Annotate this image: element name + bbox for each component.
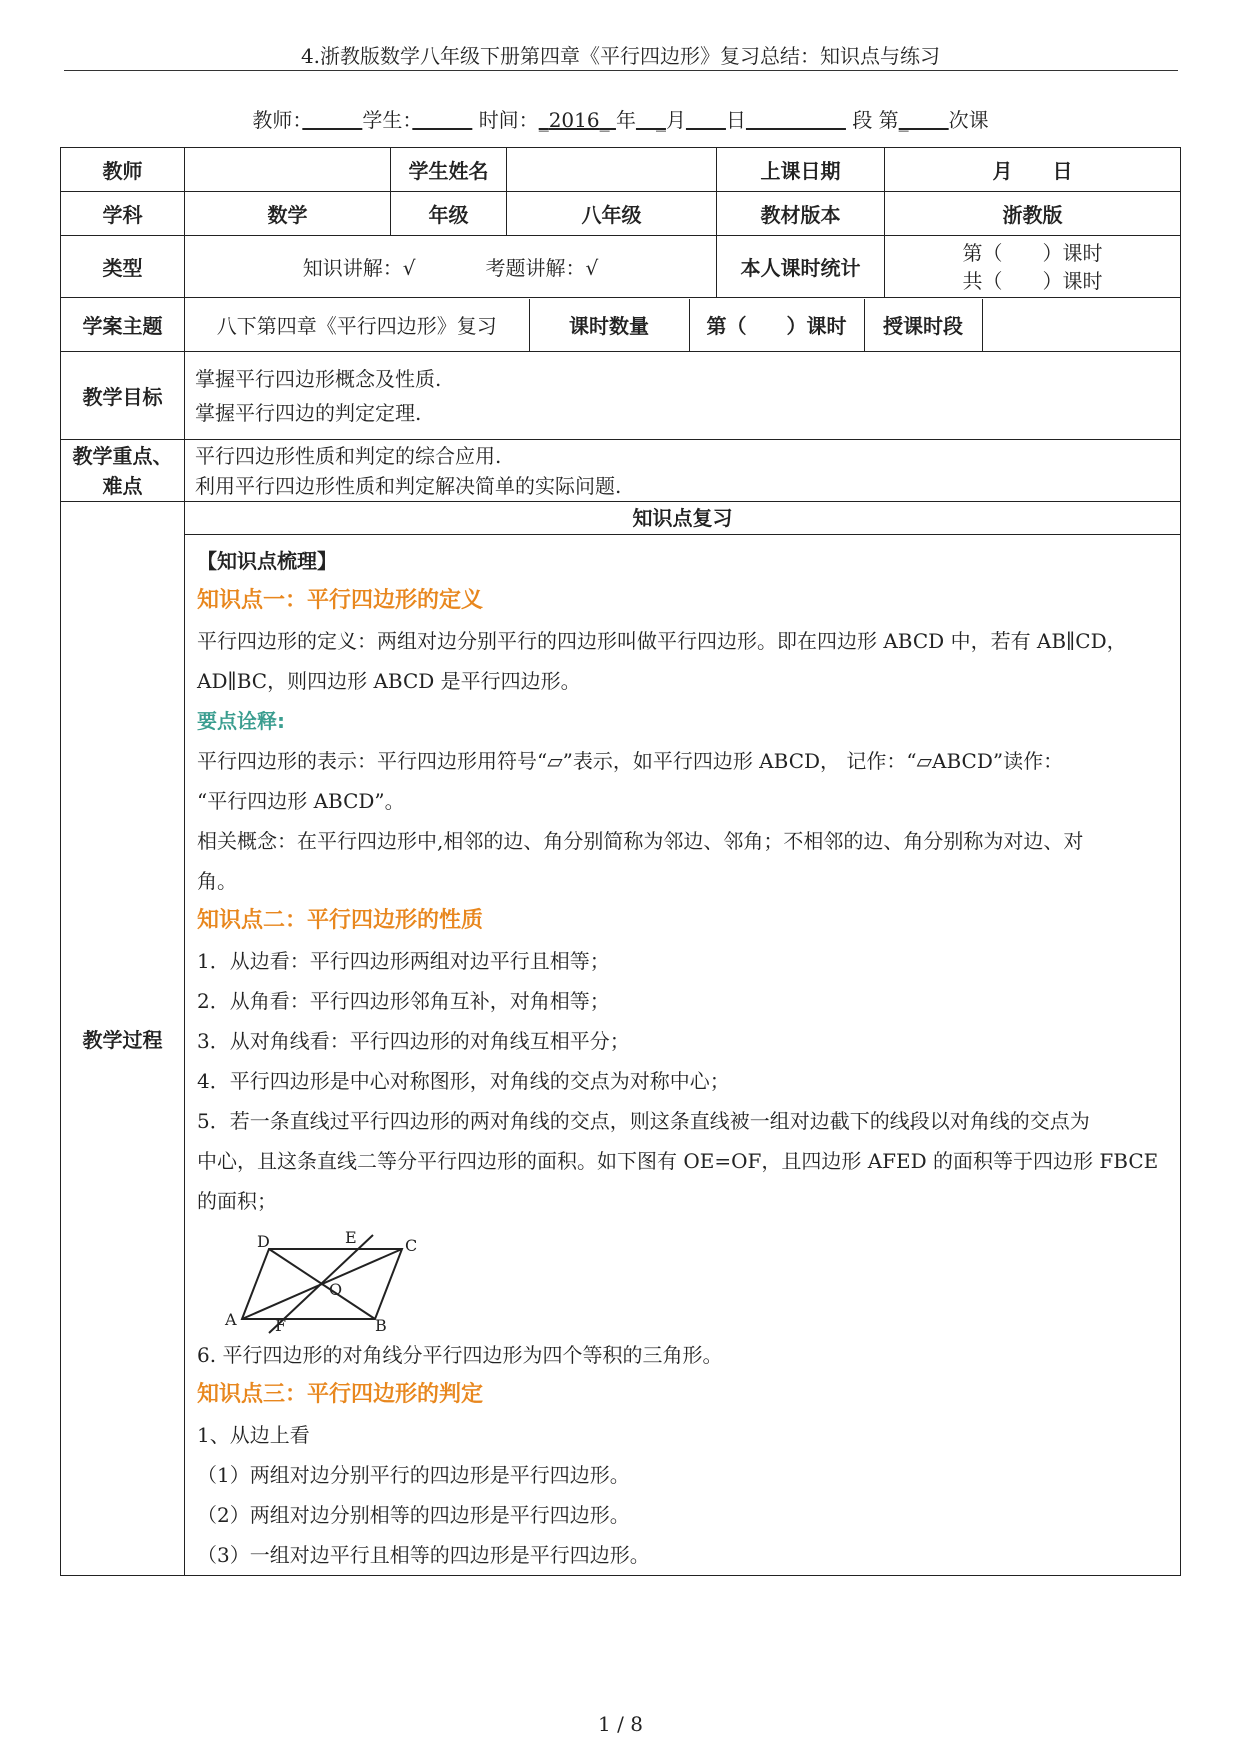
type-value-1: 知识讲解：√ [302,256,416,280]
student-name-cell [507,148,717,192]
label-a: A [225,1310,237,1329]
hours-count-cell: 第（ ）课时 [689,299,864,351]
note-p3: 相关概念：在平行四边形中,相邻的边、角分别简称为邻边、邻角；不相邻的边、角分别称为对边、对 [197,829,1084,853]
label-c: C [405,1236,418,1255]
time-label: 时间： [478,108,539,132]
k3-item-1-2: （2）两组对边分别相等的四边形是平行四边形。 [197,1503,630,1527]
hours-count-header: 课时数量 [529,299,689,351]
topic-header: 学案主题 [61,298,185,352]
hours-stat-header: 本人课时统计 [717,236,885,298]
note-title: 要点诠释: [197,709,285,733]
topic-cell: 八下第四章《平行四边形》复习 [185,299,529,351]
topic-subtable [185,299,1180,351]
k2-item-6: 6. 平行四边形的对角线分平行四边形为四个等积的三角形。 [197,1343,723,1367]
note-p4: 角。 [197,869,237,893]
process-cell [185,502,1181,1576]
k2-item-5b: 中心，且这条直线二等分平行四边形的面积。如下图有 OE=OF，且四边形 AFED 的面积等于四边形 FBCE [197,1149,1159,1173]
grade-header: 年级 [391,192,507,236]
label-f: F [275,1316,287,1335]
type-cell [185,236,717,298]
note-p2: “平行四边形 ABCD”。 [197,789,405,813]
label-d: D [257,1232,270,1251]
duan-label: 段 [852,108,873,132]
k3-item-1: 1、从边上看 [197,1423,310,1447]
k3-title: 知识点三：平行四边形的判定 [197,1382,484,1407]
page-footer: 1 / 8 [598,1712,643,1736]
textbook-header: 教材版本 [717,192,885,236]
hours-stat-1: 第（ ）课时 [962,240,1103,265]
key-2: 利用平行四边形性质和判定解决简单的实际问题. [195,473,622,498]
key-header-1: 教学重点、 [72,443,173,468]
k2-item-2: 2．从角看：平行四边形邻角互补，对角相等； [197,989,610,1013]
k3-item-1-1: （1）两组对边分别平行的四边形是平行四边形。 [197,1463,630,1487]
topic-row [185,298,1181,352]
note-p1: 平行四边形的表示：平行四边形用符号“▱”表示，如平行四边形 ABCD， 记作：“▱ABCD”读作： [197,749,1064,773]
k2-item-3: 3．从对角线看：平行四边形的对角线互相平分； [197,1029,630,1053]
label-b: B [375,1316,387,1335]
time-slot-cell [982,299,1180,351]
year-value: 2016 [548,108,600,132]
hours-stat-2: 共（ ）课时 [962,268,1103,293]
student-name-header: 学生姓名 [391,148,507,192]
ci-label: 次课 [948,108,989,132]
time-slot-header: 授课时段 [864,299,982,351]
outline-heading: 【知识点梳理】 [197,549,337,573]
process-section-header: 知识点复习 [185,502,1180,535]
page-header: 4.浙教版数学八年级下册第四章《平行四边形》复习总结：知识点与练习 [300,44,941,68]
process-header: 教学过程 [61,502,185,1576]
header-divider [64,70,1178,71]
parallelogram-figure [217,1225,437,1335]
lesson-table [60,147,1181,1576]
k2-title: 知识点二：平行四边形的性质 [197,908,484,933]
key-header [61,440,185,502]
k2-item-4: 4．平行四边形是中心对称图形，对角线的交点为对称中心； [197,1069,730,1093]
type-value-2: 考题讲解：√ [485,256,599,280]
teacher-label: 教师： [252,108,303,132]
goal-cell [185,352,1181,440]
process-body [185,535,1180,1575]
textbook-cell: 浙教版 [885,192,1181,236]
key-1: 平行四边形性质和判定的综合应用. [195,443,502,468]
goal-header: 教学目标 [61,352,185,440]
day-unit: 日 [725,108,746,132]
key-header-2: 难点 [102,473,143,498]
k2-item-5c: 的面积； [197,1189,277,1213]
k1-title: 知识点一：平行四边形的定义 [197,588,484,613]
k1-p1: 平行四边形的定义：两组对边分别平行的四边形叫做平行四边形。即在四边形 ABCD 中，若有 AB∥CD， [197,629,1127,653]
di-label: 第 [878,108,899,132]
grade-cell: 八年级 [507,192,717,236]
k2-item-1: 1．从边看：平行四边形两组对边平行且相等； [197,949,610,973]
teacher-cell [185,148,391,192]
class-date-header: 上课日期 [717,148,885,192]
year-unit: 年 [615,108,636,132]
teacher-header: 教师 [61,148,185,192]
label-o: O [329,1280,343,1299]
class-date-cell: 月 日 [885,148,1181,192]
month-unit: 月 [665,108,686,132]
type-header: 类型 [61,236,185,298]
subject-cell: 数学 [185,192,391,236]
student-label: 学生： [362,108,413,132]
label-e: E [345,1228,357,1247]
k1-p2: AD∥BC，则四边形 ABCD 是平行四边形。 [197,669,581,693]
key-cell [185,440,1181,502]
k3-item-1-3: （3）一组对边平行且相等的四边形是平行四边形。 [197,1543,650,1567]
hours-stat-cell [885,236,1181,298]
goal-1: 掌握平行四边形概念及性质. [195,366,442,391]
k2-item-5a: 5．若一条直线过平行四边形的两对角线的交点，则这条直线被一组对边截下的线段以对角线的交点为 [197,1109,1090,1133]
info-line: 教师： 学生： 时间：_2016_ 年 _月 日 段 第_ 次课 [252,108,989,132]
subject-header: 学科 [61,192,185,236]
goal-2: 掌握平行四边的判定定理. [195,400,422,425]
